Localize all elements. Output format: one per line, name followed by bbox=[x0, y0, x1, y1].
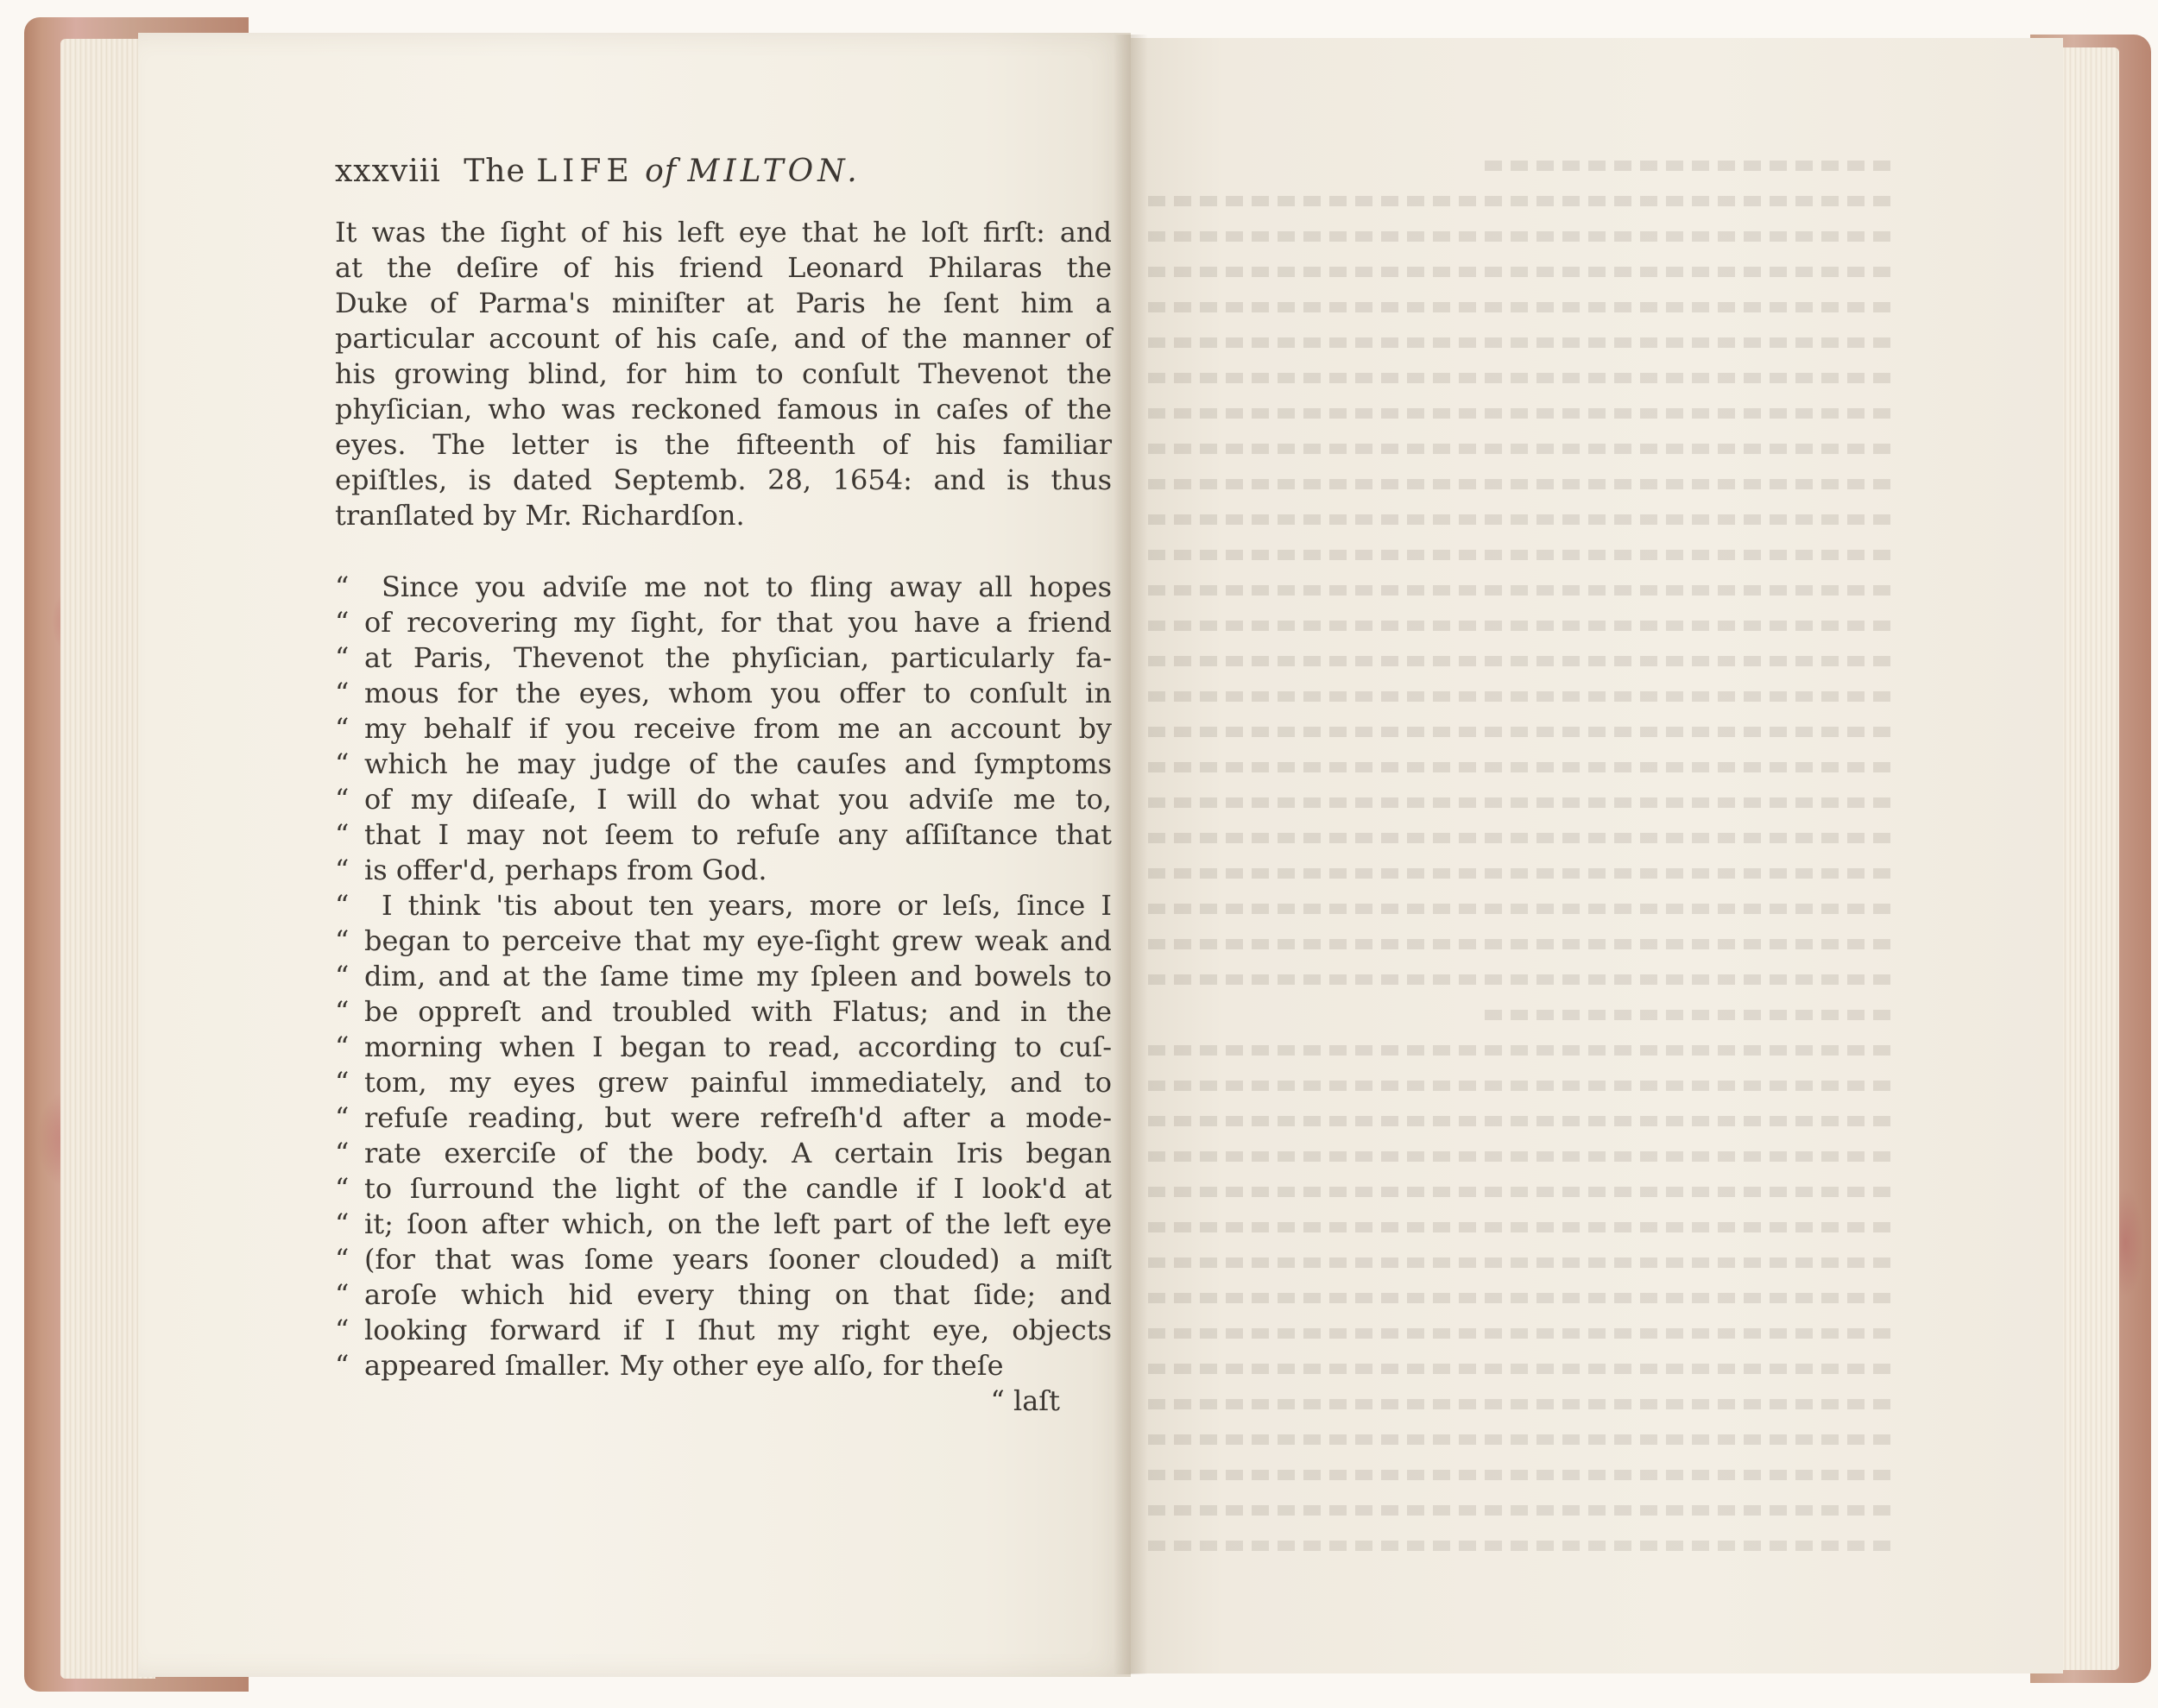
quote-line bbox=[335, 1171, 1112, 1207]
quote-mark: “ bbox=[335, 1137, 350, 1169]
quote-line bbox=[335, 1136, 1112, 1171]
quote-mark: “ bbox=[335, 570, 350, 603]
quote-line bbox=[335, 888, 1112, 923]
show-through-line bbox=[1148, 501, 1890, 536]
quote-line bbox=[335, 1030, 1112, 1065]
quote-text: of my diſeaſe, I will do what you adviſe me to, bbox=[364, 783, 1112, 816]
show-through-line bbox=[1148, 1456, 1890, 1491]
text-line: tranſlated by Mr. Richardſon. bbox=[335, 499, 745, 532]
show-through-line bbox=[1148, 1067, 1890, 1102]
book-gutter bbox=[1114, 35, 1148, 1674]
quote-text: of recovering my ſight, for that you have a friend bbox=[364, 606, 1112, 639]
quote-line bbox=[335, 853, 1112, 888]
show-through-line bbox=[1148, 1102, 1890, 1138]
quote-line bbox=[335, 994, 1112, 1030]
quote-text: (for that was ſome years ſooner clouded) a miſt bbox=[364, 1243, 1112, 1276]
show-through-line bbox=[1148, 854, 1890, 890]
quote-mark: “ bbox=[335, 1030, 350, 1063]
running-head-of bbox=[645, 154, 677, 189]
quote-line bbox=[335, 817, 1112, 853]
quote-mark: “ bbox=[335, 783, 350, 816]
quote-mark: “ bbox=[335, 960, 350, 993]
running-head-of-text: of bbox=[645, 154, 678, 189]
quote-line bbox=[335, 1277, 1112, 1313]
show-through-line bbox=[1148, 394, 1890, 430]
quote-text: morning when I began to read, according to cuſ- bbox=[364, 1030, 1112, 1063]
quote-line bbox=[335, 676, 1112, 711]
text-line: particular account of his caſe, and of the manner of bbox=[335, 322, 1112, 355]
show-through-line bbox=[1148, 253, 1890, 288]
show-through-line bbox=[1148, 713, 1890, 748]
quote-mark: “ bbox=[335, 712, 350, 745]
running-head-life: LIFE bbox=[536, 154, 634, 189]
show-through-line bbox=[1148, 1314, 1890, 1350]
show-through-line bbox=[1148, 359, 1890, 394]
show-through-line bbox=[1148, 961, 1890, 996]
show-through-line bbox=[1148, 1138, 1890, 1173]
quote-mark: “ bbox=[335, 1314, 350, 1346]
quote-mark: “ bbox=[335, 889, 350, 922]
show-through-line bbox=[1148, 1279, 1890, 1314]
quote-line bbox=[335, 1348, 1112, 1383]
quote-mark: “ bbox=[335, 1349, 350, 1382]
quote-mark: “ bbox=[335, 1207, 350, 1240]
quote-text: tom, my eyes grew painful immediately, and to bbox=[364, 1066, 1112, 1099]
show-through-line bbox=[1148, 925, 1890, 961]
quote-mark: “ bbox=[335, 1278, 350, 1311]
text-line: Duke of Parma's miniſter at Paris he ſent him a bbox=[335, 287, 1112, 319]
show-through-line bbox=[1148, 571, 1890, 607]
quote-line bbox=[335, 1313, 1112, 1348]
quote-line bbox=[335, 1242, 1112, 1277]
quote-line bbox=[335, 605, 1112, 640]
show-through-line bbox=[1148, 1031, 1890, 1067]
quote-paragraph-2 bbox=[335, 888, 1112, 1383]
quote-line bbox=[335, 711, 1112, 747]
quote-line bbox=[335, 1065, 1112, 1100]
quote-mark: “ bbox=[335, 1243, 350, 1276]
quote-text: is offer'd, perhaps from God. bbox=[364, 854, 767, 886]
show-through-line bbox=[1148, 536, 1890, 571]
show-through-line bbox=[1148, 217, 1890, 253]
quote-text: looking forward if I ſhut my right eye, objects bbox=[364, 1314, 1112, 1346]
quote-mark: “ bbox=[335, 677, 350, 709]
show-through-line bbox=[1148, 678, 1890, 713]
quote-mark: “ bbox=[335, 641, 350, 674]
left-page-text bbox=[335, 154, 1112, 1419]
show-through-line bbox=[1148, 748, 1890, 784]
quote-text: mous for the eyes, whom you offer to conſult in bbox=[364, 677, 1112, 709]
quote-text: rate exerciſe of the body. A certain Iris began bbox=[364, 1137, 1112, 1169]
quote-mark: “ bbox=[335, 1066, 350, 1099]
show-through-line bbox=[1148, 1421, 1890, 1456]
quote-text: to ſurround the light of the candle if I look'd at bbox=[364, 1172, 1112, 1205]
quote-mark: “ bbox=[335, 1172, 350, 1205]
quote-line bbox=[335, 1207, 1112, 1242]
quote-text: appeared ſmaller. My other eye alſo, for theſe bbox=[364, 1349, 1004, 1382]
show-through-line bbox=[1148, 288, 1890, 324]
show-through-line bbox=[1148, 890, 1890, 925]
show-through-line bbox=[1148, 1244, 1890, 1279]
quote-mark: “ bbox=[335, 995, 350, 1028]
quote-text: aroſe which hid every thing on that ſide; and bbox=[364, 1278, 1112, 1311]
show-through-line bbox=[1148, 465, 1890, 501]
quote-mark: “ bbox=[335, 1101, 350, 1134]
show-through-line bbox=[1148, 1385, 1890, 1421]
quote-text: which he may judge of the cauſes and ſymptoms bbox=[364, 747, 1112, 780]
quote-line bbox=[335, 782, 1112, 817]
show-through-line bbox=[1148, 324, 1890, 359]
quote-mark: “ bbox=[335, 747, 350, 780]
quote-text: refuſe reading, but were refreſh'd after a mode- bbox=[364, 1101, 1112, 1134]
text-line: his growing blind, for him to conſult Thevenot the bbox=[335, 357, 1112, 390]
quote-line bbox=[335, 640, 1112, 676]
quote-line bbox=[335, 959, 1112, 994]
show-through-line bbox=[1148, 182, 1890, 217]
quote-text: that I may not ſeem to refuſe any aſſiſtance that bbox=[364, 818, 1112, 851]
text-line: phyſician, who was reckoned famous in caſes of the bbox=[335, 393, 1112, 425]
quote-line bbox=[335, 747, 1112, 782]
quote-line bbox=[335, 570, 1112, 605]
text-line: at the deſire of his friend Leonard Philaras the bbox=[335, 251, 1112, 284]
quote-mark: “ bbox=[335, 818, 350, 851]
catchword: “ laſt bbox=[990, 1384, 1060, 1417]
running-head bbox=[335, 154, 1112, 189]
show-through-line bbox=[1148, 1350, 1890, 1385]
text-line: eyes. The letter is the fifteenth of his familiar bbox=[335, 428, 1112, 461]
intro-paragraph bbox=[335, 215, 1112, 533]
quote-paragraph-1 bbox=[335, 570, 1112, 888]
show-through-line bbox=[1148, 430, 1890, 465]
quote-line bbox=[335, 1100, 1112, 1136]
text-line: epiſtles, is dated Septemb. 28, 1654: and is thus bbox=[335, 463, 1112, 496]
text-line: It was the ſight of his left eye that he loſt firſt: and bbox=[335, 216, 1112, 249]
quote-line bbox=[335, 923, 1112, 959]
show-through-line bbox=[1148, 642, 1890, 678]
quote-text: Since you adviſe me not to fling away all hopes bbox=[382, 570, 1112, 603]
right-page-show-through bbox=[1148, 147, 1890, 1562]
show-through-line bbox=[1148, 784, 1890, 819]
page-folio: xxxviii bbox=[335, 154, 441, 189]
quote-text: it; ſoon after which, on the left part of the left eye bbox=[364, 1207, 1112, 1240]
quote-mark: “ bbox=[335, 924, 350, 957]
quote-text: my behalf if you receive from me an account by bbox=[364, 712, 1112, 745]
quote-text: at Paris, Thevenot the phyſician, particularly fa- bbox=[364, 641, 1112, 674]
show-through-line bbox=[1148, 1173, 1890, 1208]
quote-mark: “ bbox=[335, 854, 350, 886]
show-through-line bbox=[1148, 1208, 1890, 1244]
running-head-the: The bbox=[464, 154, 526, 189]
show-through-line bbox=[1148, 1527, 1890, 1562]
quote-mark: “ bbox=[335, 606, 350, 639]
show-through-line bbox=[1148, 1491, 1890, 1527]
show-through-line bbox=[1482, 996, 1890, 1031]
show-through-line bbox=[1482, 147, 1890, 182]
quote-text: I think 'tis about ten years, more or leſs, ſince I bbox=[382, 889, 1112, 922]
show-through-line bbox=[1148, 819, 1890, 854]
quote-text: be oppreſt and troubled with Flatus; and in the bbox=[364, 995, 1112, 1028]
quote-text: began to perceive that my eye-ſight grew weak and bbox=[364, 924, 1112, 957]
running-head-milton: MILTON. bbox=[687, 154, 861, 189]
quote-text: dim, and at the ſame time my ſpleen and bowels to bbox=[364, 960, 1112, 993]
paragraph-gap bbox=[335, 533, 1112, 570]
show-through-line bbox=[1148, 607, 1890, 642]
